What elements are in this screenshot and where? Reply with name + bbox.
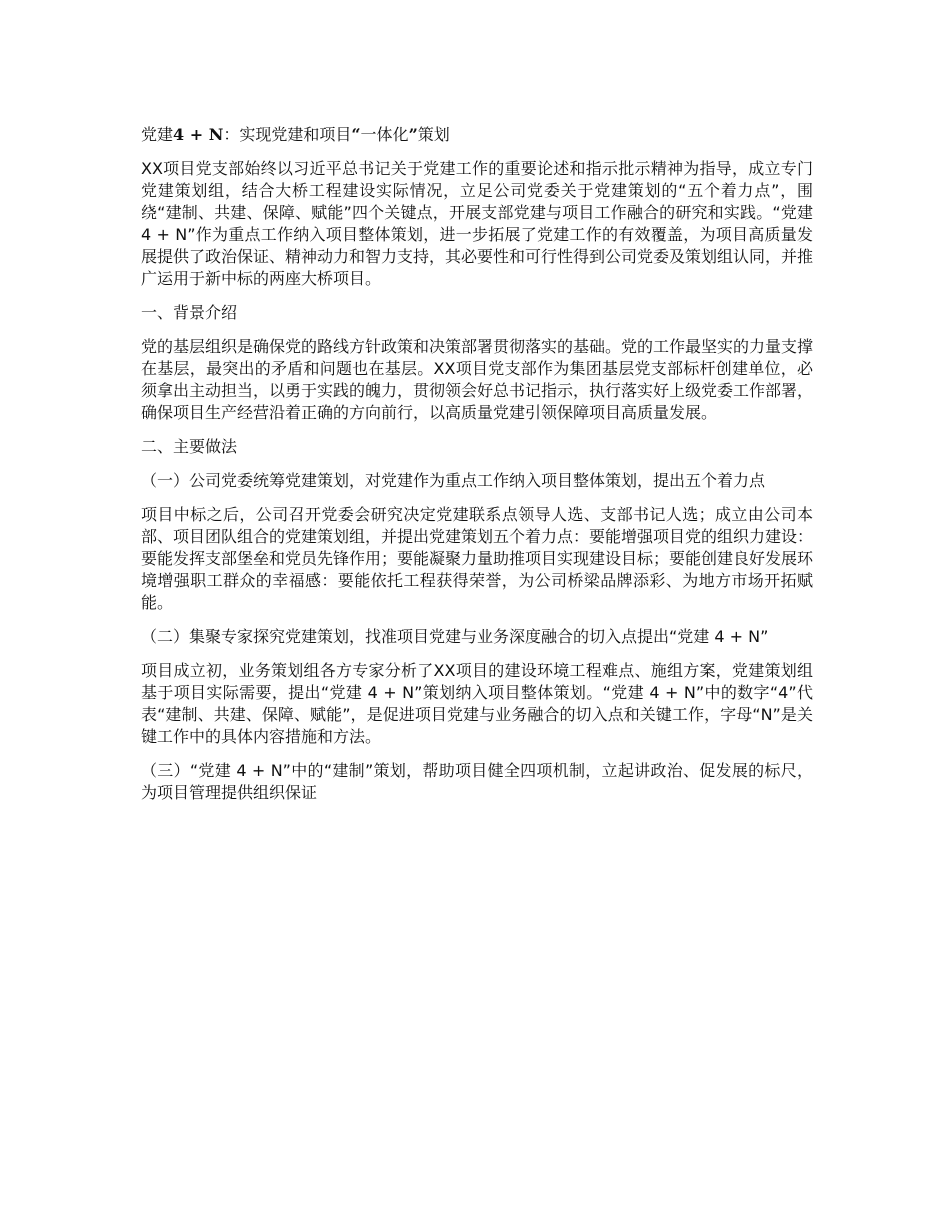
section-heading-background: 一、背景介绍 <box>141 303 238 322</box>
document-title <box>141 124 813 146</box>
title-suffix: 策划 <box>417 125 450 144</box>
title-quote-open: “ <box>351 125 361 144</box>
title-quoted-text: 一体化 <box>360 125 409 144</box>
title-prefix: 党建 <box>141 125 174 144</box>
title-middle: ：实现党建和项目 <box>223 125 352 144</box>
section-heading-practices: 二、主要做法 <box>141 437 238 456</box>
intro-paragraph: XX项目党支部始终以习近平总书记关于党建工作的重要论述和指示批示精神为指导，成立专门党建策划组，结合大桥工程建设实际情况，立足公司党委关于党建策划的“五个着力点”，围绕“建制、共建、保障、赋能”四个关键点，开展支部党建与项目工作融合的研究和实践。“党建 4 + N”作为重点工作纳入项目整体策划，进一步拓展了党建工作的有效覆盖，为项目高质量发展提供了政治保证、精神动力和智力支持，其必要性和可行性得到公司党委及策划组认同，并推广运用于新中标的两座大桥项目。 <box>141 159 814 288</box>
document-body <box>141 124 813 816</box>
practice-paragraph-2: 项目成立初，业务策划组各方专家分析了XX项目的建设环境工程难点、施组方案，党建策划组基于项目实际需要，提出“党建 4 + N”策划纳入项目整体策划。“党建 4 + N”中的数字“4”代表“建制、共建、保障、赋能”，是促进项目党建与业务融合的切入点和关键工作，字母“N”是关键工作中的具体内容措施和方法。 <box>141 661 813 746</box>
subheading-2: （二）集聚专家探究党建策划，找准项目党建与业务深度融合的切入点提出“党建 4 + N” <box>141 627 769 646</box>
title-quote-close: ” <box>408 125 418 144</box>
practice-paragraph-1: 项目中标之后，公司召开党委会研究决定党建联系点领导人选、支部书记人选；成立由公司本部、项目团队组合的党建策划组，并提出党建策划五个着力点：要能增强项目党的组织力建设：要能发挥支部堡垒和党员先锋作用；要能凝聚力量助推项目实现建设目标；要能创建良好发展环境增强职工群众的幸福感：要能依托工程获得荣誉，为公司桥梁品牌添彩、为地方市场开拓赋能。 <box>141 505 814 612</box>
subheading-1: （一）公司党委统筹党建策划，对党建作为重点工作纳入项目整体策划，提出五个着力点 <box>141 471 766 490</box>
title-bold-term: 4 + N <box>173 125 224 144</box>
subheading-3: （三）“党建 4 + N”中的“建制”策划，帮助项目健全四项机制，立起讲政治、促发展的标尺，为项目管理提供组织保证 <box>141 761 813 802</box>
background-paragraph: 党的基层组织是确保党的路线方针政策和决策部署贯彻落实的基础。党的工作最坚实的力量支撑在基层，最突出的矛盾和问题也在基层。XX项目党支部作为集团基层党支部标杆创建单位，必须拿出主动担当，以勇于实践的魄力，贯彻领会好总书记指示，执行落实好上级党委工作部署，确保项目生产经营沿着正确的方向前行，以高质量党建引领保障项目高质量发展。 <box>141 337 814 422</box>
